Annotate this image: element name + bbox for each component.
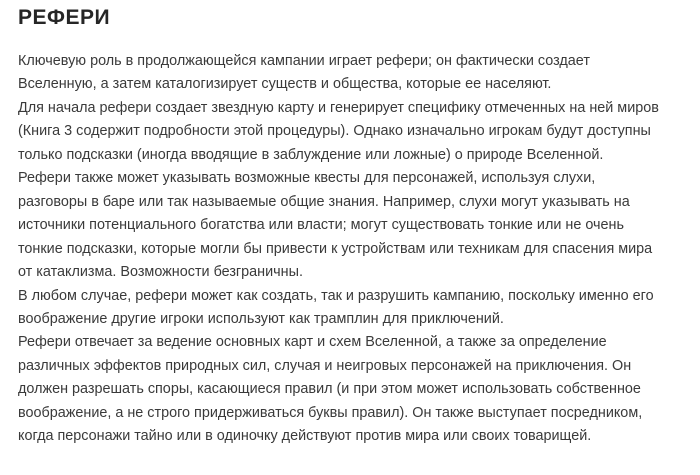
paragraph-line: различных эффектов природных сил, случая и неигровых персонажей на приключения. Он: [18, 357, 632, 374]
paragraph-line: Рефери также может указывать возможные квесты для персонажей, используя слухи,: [18, 170, 596, 187]
paragraph: [18, 331, 686, 448]
paragraph-line: источники потенциального богатства или власти; могут существовать тонкие или не очень: [18, 217, 624, 234]
paragraph-line: тонкие подсказки, которые могли бы привести к устройствам или техникам для спасения мира: [18, 240, 653, 257]
paragraph-line: должен разрешать споры, касающиеся правил (и при этом может использовать собственное: [18, 381, 641, 398]
paragraph-line: воображение другие игроки используют как трамплин для приключений.: [18, 310, 504, 327]
paragraph-line: воображение, а не строго придерживаться буквы правил). Он также выступает посредником,: [18, 404, 643, 421]
paragraph-line: Вселенную, а затем каталогизирует существ и общества, которые ее населяют.: [18, 76, 552, 93]
paragraph: [18, 50, 686, 97]
article-body: [18, 50, 686, 449]
paragraph-line: Рефери отвечает за ведение основных карт и схем Вселенной, а также за определение: [18, 334, 607, 351]
article-title: РЕФЕРИ: [18, 6, 111, 29]
paragraph-line: Ключевую роль в продолжающейся кампании играет рефери; он фактически создает: [18, 53, 590, 69]
paragraph: [18, 285, 686, 332]
paragraph-line: В любом случае, рефери может как создать, так и разрушить кампанию, поскольку именно его: [18, 287, 654, 304]
paragraph-line: только подсказки (иногда вводящие в заблуждение или ложные) о природе Вселенной.: [18, 146, 604, 163]
paragraph-line: (Книга 3 содержит подробности этой процедуры). Однако изначально игрокам будут доступны: [18, 123, 651, 140]
paragraph: [18, 97, 686, 167]
paragraph-line: когда персонажи тайно или в одиночку действуют против мира или своих товарищей.: [18, 428, 592, 445]
paragraph: [18, 167, 686, 284]
paragraph-line: Для начала рефери создает звездную карту и генерирует специфику отмеченных на ней миров: [18, 99, 659, 116]
paragraph-line: разговоры в баре или так называемые общие знания. Например, слухи могут указывать на: [18, 193, 630, 210]
paragraph-line: от катаклизма. Возможности безграничны.: [18, 264, 303, 281]
